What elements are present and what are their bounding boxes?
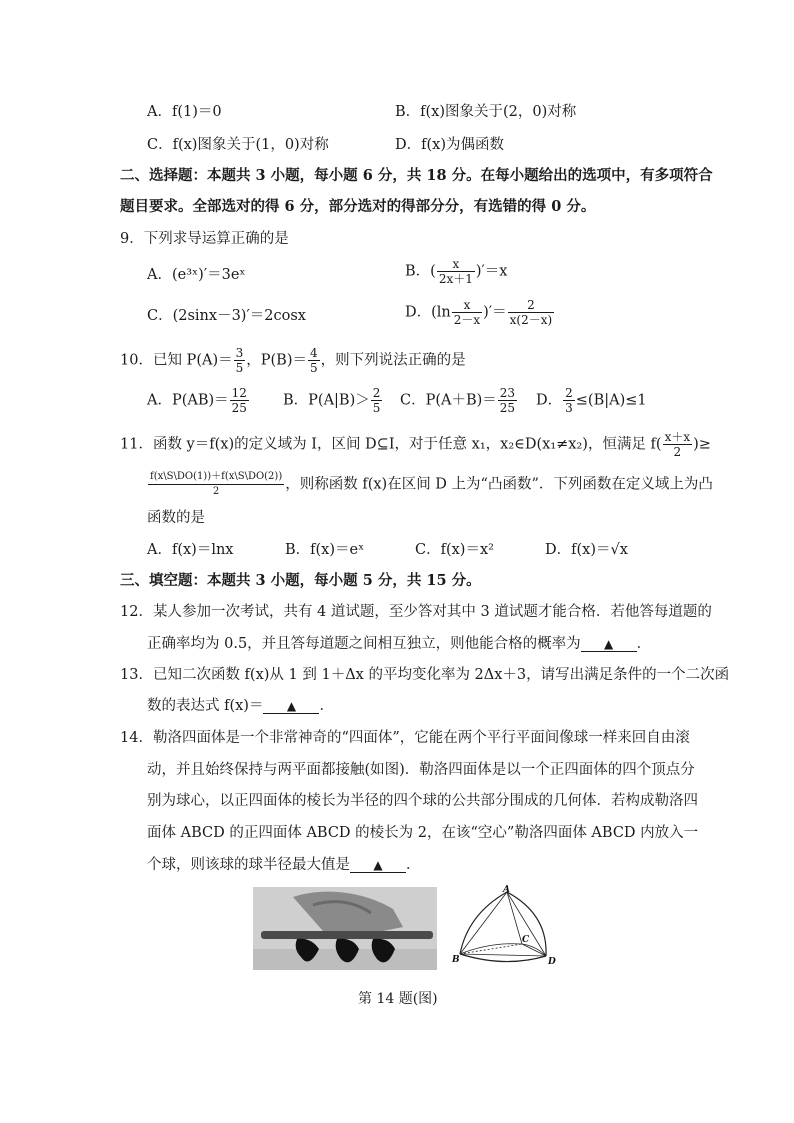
q14-answer-blank[interactable]: ▲ xyxy=(350,858,406,873)
q14-line1: 14．勒洛四面体是一个非常神奇的“四面体”，它能在两个平行平面间像球一样来回自由滚 xyxy=(120,730,690,746)
q11-option-a: A．f(x)＝lnx xyxy=(147,542,234,558)
q13-line2-text: 数的表达式 f(x)＝ xyxy=(147,698,264,714)
q10-frac1 xyxy=(234,346,246,375)
q10-pre: 10．已知 P(A)＝ xyxy=(120,352,233,369)
q12-line2-text: 正确率均为 0.5，并且答每道题之间相互独立，则他能合格的概率为 xyxy=(147,636,581,652)
q12-line2 xyxy=(147,634,651,654)
q13-line2 xyxy=(147,696,334,716)
q10-post: ，则下列说法正确的是 xyxy=(320,352,466,369)
section2-line2: 题目要求。全部选对的得 6 分，部分选对的得部分分，有选错的得 0 分。 xyxy=(120,198,596,215)
q14-line3: 别为球心，以正四面体的棱长为半径的四个球的公共部分围成的几何体．若构成勒洛四 xyxy=(147,793,698,809)
vertex-label-a: A xyxy=(503,885,510,895)
q9-b-pre: B．( xyxy=(405,263,436,280)
q11-option-b: B．f(x)＝eˣ xyxy=(285,542,365,558)
q10-d-pre: D． xyxy=(536,392,563,409)
q11-frac1-den: 2 xyxy=(673,445,682,459)
q12-answer-blank[interactable]: ▲ xyxy=(581,637,637,652)
q10-option-c xyxy=(400,386,518,415)
figure-caption: 第 14 题(图) xyxy=(358,991,438,1007)
q10-a-num: 12 xyxy=(231,386,247,400)
q9-d-frac1 xyxy=(452,298,482,327)
q9-b-den: 2x＋1 xyxy=(438,272,473,286)
q8-option-a: A．f(1)＝0 xyxy=(147,104,222,120)
q10-b-num: 2 xyxy=(372,386,381,400)
q10-a-pre: A．P(AB)＝ xyxy=(147,392,229,409)
q9-b-frac xyxy=(437,257,475,286)
q11-line1 xyxy=(120,430,711,459)
q10-f1-num: 3 xyxy=(235,346,244,360)
q14-end: ． xyxy=(406,857,421,873)
q11-frac2 xyxy=(148,470,284,499)
q9-d-den1: 2－x xyxy=(453,313,481,327)
q9-d-num1: x xyxy=(452,298,482,313)
q10-f2-den: 5 xyxy=(309,361,318,375)
q14-line5 xyxy=(147,855,421,875)
q9-d-num2: 2 xyxy=(508,298,555,313)
q11-frac2-den: 2 xyxy=(212,486,220,497)
q10-f2-num: 4 xyxy=(309,346,318,360)
q9-option-c: C．(2sinx－3)′＝2cosx xyxy=(147,308,306,324)
section2-line1: 二、选择题：本题共 3 小题，每小题 6 分，共 18 分。在每小题给出的选项中，有多项符合 xyxy=(120,167,713,184)
reuleaux-photo xyxy=(253,887,437,970)
q14-line4: 面体 ABCD 的正四面体 ABCD 的棱长为 2，在该“空心”勒洛四面体 ABCD 内放入一 xyxy=(147,825,699,841)
q9-stem: 9．下列求导运算正确的是 xyxy=(120,231,289,247)
q10-stem xyxy=(120,346,466,375)
q11-line3: 函数的是 xyxy=(147,510,205,526)
q11-frac1 xyxy=(663,430,693,459)
q11-line2 xyxy=(147,470,713,499)
q10-frac2 xyxy=(308,346,320,375)
q14-line5-text: 个球，则该球的球半径最大值是 xyxy=(147,857,350,873)
q10-b-pre: B．P(A|B)＞ xyxy=(283,392,370,409)
q10-mid: ，P(B)＝ xyxy=(246,352,307,369)
q11-frac1-num: x＋x xyxy=(664,430,691,444)
q10-d-post: ≤(B|A)≤1 xyxy=(575,392,647,409)
reuleaux-diagram xyxy=(450,884,565,970)
q10-option-b xyxy=(283,386,383,415)
reuleaux-diagram-art xyxy=(450,884,565,970)
q10-option-a xyxy=(147,386,250,415)
q13-answer-blank[interactable]: ▲ xyxy=(263,699,319,714)
q9-b-num: x xyxy=(437,257,475,272)
q9-d-den2: x(2－x) xyxy=(509,313,553,327)
q10-a-frac xyxy=(230,386,249,415)
q11-frac2-num: f(x\S\DO(1))＋f(x\S\DO(2)) xyxy=(148,470,284,485)
q10-c-pre: C．P(A＋B)＝ xyxy=(400,392,497,409)
q13-end: ． xyxy=(319,698,334,714)
q10-b-den: 5 xyxy=(372,401,381,415)
q14-line2: 动，并且始终保持与两平面都接触(如图)．勒洛四面体是以一个正四面体的四个顶点分 xyxy=(147,762,695,778)
q10-f1-den: 5 xyxy=(235,361,244,375)
q10-b-frac xyxy=(371,386,383,415)
q10-d-frac xyxy=(563,386,575,415)
vertex-label-b: B xyxy=(452,955,460,965)
q9-option-d xyxy=(405,298,555,327)
q10-d-num: 2 xyxy=(565,386,573,400)
q9-d-pre: D．(ln xyxy=(405,304,451,321)
section3-header: 三、填空题：本题共 3 小题，每小题 5 分，共 15 分。 xyxy=(120,572,481,589)
q10-c-num: 23 xyxy=(499,386,516,400)
q9-option-b xyxy=(405,257,508,286)
reuleaux-photo-art xyxy=(253,887,437,970)
q8-option-d: D．f(x)为偶函数 xyxy=(395,137,504,153)
q9-b-post: )′＝x xyxy=(475,263,508,280)
q11-line1-text: 11．函数 y＝f(x)的定义域为 I，区间 D⊆I，对于任意 x₁，x₂∈D(x₁≠x₂)，恒满足 f( xyxy=(120,436,662,453)
vertex-label-d: D xyxy=(548,957,556,967)
q11-option-d: D．f(x)＝√x xyxy=(545,542,628,558)
q9-option-a: A．(e³ˣ)′＝3eˣ xyxy=(147,267,246,283)
q12-end: ． xyxy=(636,636,652,652)
q11-line2-post: ，则称函数 f(x)在区间 D 上为“凸函数”．下列函数在定义域上为凸 xyxy=(285,476,713,493)
q8-option-c: C．f(x)图象关于(1，0)对称 xyxy=(147,137,329,153)
q10-a-den: 25 xyxy=(231,401,247,415)
q8-option-b: B．f(x)图象关于(2，0)对称 xyxy=(395,104,577,120)
q11-option-c: C．f(x)＝x² xyxy=(415,542,494,558)
vertex-label-c: C xyxy=(522,935,530,945)
q13-line1: 13．已知二次函数 f(x)从 1 到 1＋Δx 的平均变化率为 2Δx＋3，请写出满足条件的一个二次函 xyxy=(120,667,730,683)
q11-line1-post: )≥ xyxy=(693,436,711,453)
q10-d-den: 3 xyxy=(565,401,573,415)
q10-option-d xyxy=(536,386,647,415)
q9-d-frac2 xyxy=(508,298,555,327)
q10-c-den: 25 xyxy=(499,401,516,415)
q12-line1: 12．某人参加一次考试，共有 4 道试题，至少答对其中 3 道试题才能合格．若他答每道题的 xyxy=(120,604,712,620)
q9-d-mid: )′＝ xyxy=(483,304,507,321)
q10-c-frac xyxy=(498,386,517,415)
